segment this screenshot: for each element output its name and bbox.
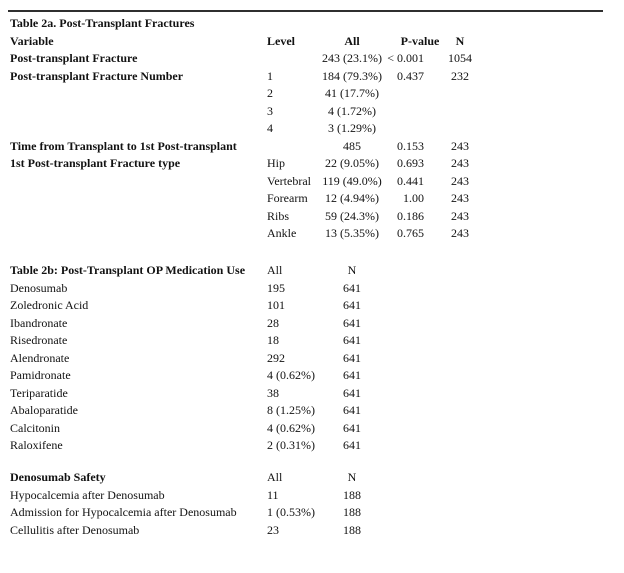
cell-n: 243 [451, 226, 469, 240]
table-row [10, 332, 616, 350]
cell-variable: 1st Post-transplant Fracture type [10, 156, 181, 170]
cell-all: 4 (0.62%) [267, 420, 315, 435]
table-row [10, 504, 616, 522]
cell-all: 59 (24.3%) [325, 208, 379, 223]
column-header-pvalue: P-value [400, 33, 440, 48]
cell-variable: Teriparatide [10, 385, 68, 400]
cell-variable: Admission for Hypocalcemia after Denosumab [10, 505, 237, 519]
table-2a-title: Table 2a. Post-Transplant Fractures [10, 16, 195, 30]
cell-all: 119 (49.0%) [322, 173, 382, 188]
table-row [10, 173, 616, 191]
cell-all: 28 [267, 315, 279, 330]
cell-all: 4 (0.62%) [267, 368, 315, 382]
cell-pvalue: 0.441 [397, 173, 424, 188]
column-header-n: N [455, 33, 465, 48]
column-header-n: N [347, 470, 357, 484]
table-row [10, 190, 616, 208]
cell-pvalue: 0.765 [397, 226, 424, 240]
cell-n: 641 [343, 420, 361, 435]
cell-n: 243 [451, 156, 469, 170]
cell-n: 188 [343, 487, 361, 502]
cell-all: 195 [267, 280, 285, 295]
column-header-variable: Variable [10, 33, 54, 48]
cell-variable: Time from Transplant to 1st Post-transplant [10, 138, 237, 153]
table-row [10, 103, 616, 121]
cell-variable: Pamidronate [10, 368, 71, 382]
table-row [10, 522, 616, 540]
cell-n: 243 [451, 208, 469, 223]
table-row [10, 420, 616, 438]
column-header-all: All [344, 33, 360, 48]
cell-variable: Post-transplant Fracture Number [10, 68, 184, 83]
cell-level: Ribs [267, 208, 290, 223]
table-row [10, 155, 616, 173]
table-2a-body [10, 50, 616, 243]
cell-all: 12 (4.94%) [325, 191, 379, 205]
cell-all: 101 [267, 298, 285, 312]
column-header-all: All [267, 263, 283, 277]
cell-n: 243 [451, 138, 469, 153]
denosumab-safety-body [10, 487, 616, 540]
table-2a-title-row [10, 15, 616, 33]
cell-all: 184 (79.3%) [322, 68, 382, 83]
cell-n: 232 [451, 68, 469, 83]
cell-n: 243 [451, 173, 469, 188]
table-row [10, 85, 616, 103]
table-row [10, 208, 616, 226]
cell-pvalue: 1.00 [403, 191, 424, 205]
cell-n: 641 [343, 315, 361, 330]
cell-variable: Zoledronic Acid [10, 298, 89, 312]
cell-all: 23 [267, 522, 279, 537]
cell-all: 292 [267, 350, 285, 365]
denosumab-safety-title: Denosumab Safety [10, 470, 106, 484]
cell-variable: Post-transplant Fracture [10, 51, 138, 65]
column-header-level: Level [267, 33, 295, 48]
cell-n: 641 [343, 350, 361, 365]
table-2b-title: Table 2b: Post-Transplant OP Medication Use [10, 263, 246, 277]
column-header-all: All [267, 470, 283, 484]
cell-level: 4 [267, 121, 273, 135]
table-2a-header-row [10, 33, 616, 51]
cell-all: 485 [343, 138, 361, 153]
table-2b-header-row [10, 262, 616, 280]
table-row [10, 487, 616, 505]
cell-n: 641 [343, 385, 361, 400]
table-top-border [8, 10, 603, 12]
cell-all: 2 (0.31%) [267, 438, 315, 452]
cell-all: 13 (5.35%) [325, 226, 379, 240]
table-row [10, 402, 616, 420]
table-2a [10, 15, 616, 243]
table-row [10, 138, 616, 156]
cell-level: 1 [267, 68, 273, 83]
cell-all: 4 (1.72%) [328, 103, 376, 118]
denosumab-safety-table [10, 469, 616, 539]
denosumab-safety-header-row [10, 469, 616, 487]
cell-n: 641 [343, 403, 361, 417]
cell-level: Ankle [267, 226, 297, 240]
cell-variable: Hypocalcemia after Denosumab [10, 487, 165, 502]
cell-variable: Calcitonin [10, 420, 60, 435]
cell-all: 243 (23.1%) [322, 51, 382, 65]
cell-n: 243 [451, 191, 469, 205]
cell-all: 11 [267, 487, 279, 502]
cell-level: 3 [267, 103, 273, 118]
table-row [10, 225, 616, 243]
table-row [10, 280, 616, 298]
cell-variable: Abaloparatide [10, 403, 78, 417]
cell-level: Hip [267, 156, 285, 170]
table-row [10, 385, 616, 403]
cell-all: 3 (1.29%) [328, 121, 376, 135]
column-header-n: N [347, 263, 357, 277]
cell-n: 1054 [448, 51, 472, 65]
table-row [10, 315, 616, 333]
cell-level: Forearm [267, 191, 308, 205]
cell-all: 41 (17.7%) [325, 86, 379, 100]
cell-variable: Cellulitis after Denosumab [10, 522, 140, 537]
cell-all: 18 [267, 333, 279, 347]
table-2b-body [10, 280, 616, 455]
cell-n: 641 [343, 438, 361, 452]
cell-variable: Alendronate [10, 350, 70, 365]
table-row [10, 297, 616, 315]
table-2b [10, 262, 616, 455]
table-row [10, 367, 616, 385]
cell-variable: Risedronate [10, 333, 68, 347]
cell-all: 8 (1.25%) [267, 403, 315, 417]
cell-pvalue: 0.186 [397, 208, 424, 223]
cell-n: 188 [343, 522, 361, 537]
cell-variable: Raloxifene [10, 438, 63, 452]
cell-all: 22 (9.05%) [325, 156, 379, 170]
cell-all: 1 (0.53%) [267, 505, 315, 519]
cell-n: 641 [343, 298, 361, 312]
cell-n: 641 [343, 280, 361, 295]
table-row [10, 50, 616, 68]
cell-pvalue: 0.437 [397, 68, 424, 83]
table-row [10, 437, 616, 455]
table-row [10, 68, 616, 86]
cell-all: 38 [267, 385, 279, 400]
cell-level: 2 [267, 86, 273, 100]
cell-n: 641 [343, 333, 361, 347]
cell-variable: Ibandronate [10, 315, 68, 330]
cell-n: 641 [343, 368, 361, 382]
cell-pvalue: < 0.001 [387, 51, 424, 65]
cell-variable: Denosumab [10, 280, 68, 295]
cell-level: Vertebral [267, 173, 311, 188]
cell-n: 188 [343, 505, 361, 519]
cell-pvalue: 0.153 [397, 138, 424, 153]
cell-pvalue: 0.693 [397, 156, 424, 170]
table-row [10, 350, 616, 368]
table-row [10, 120, 616, 138]
